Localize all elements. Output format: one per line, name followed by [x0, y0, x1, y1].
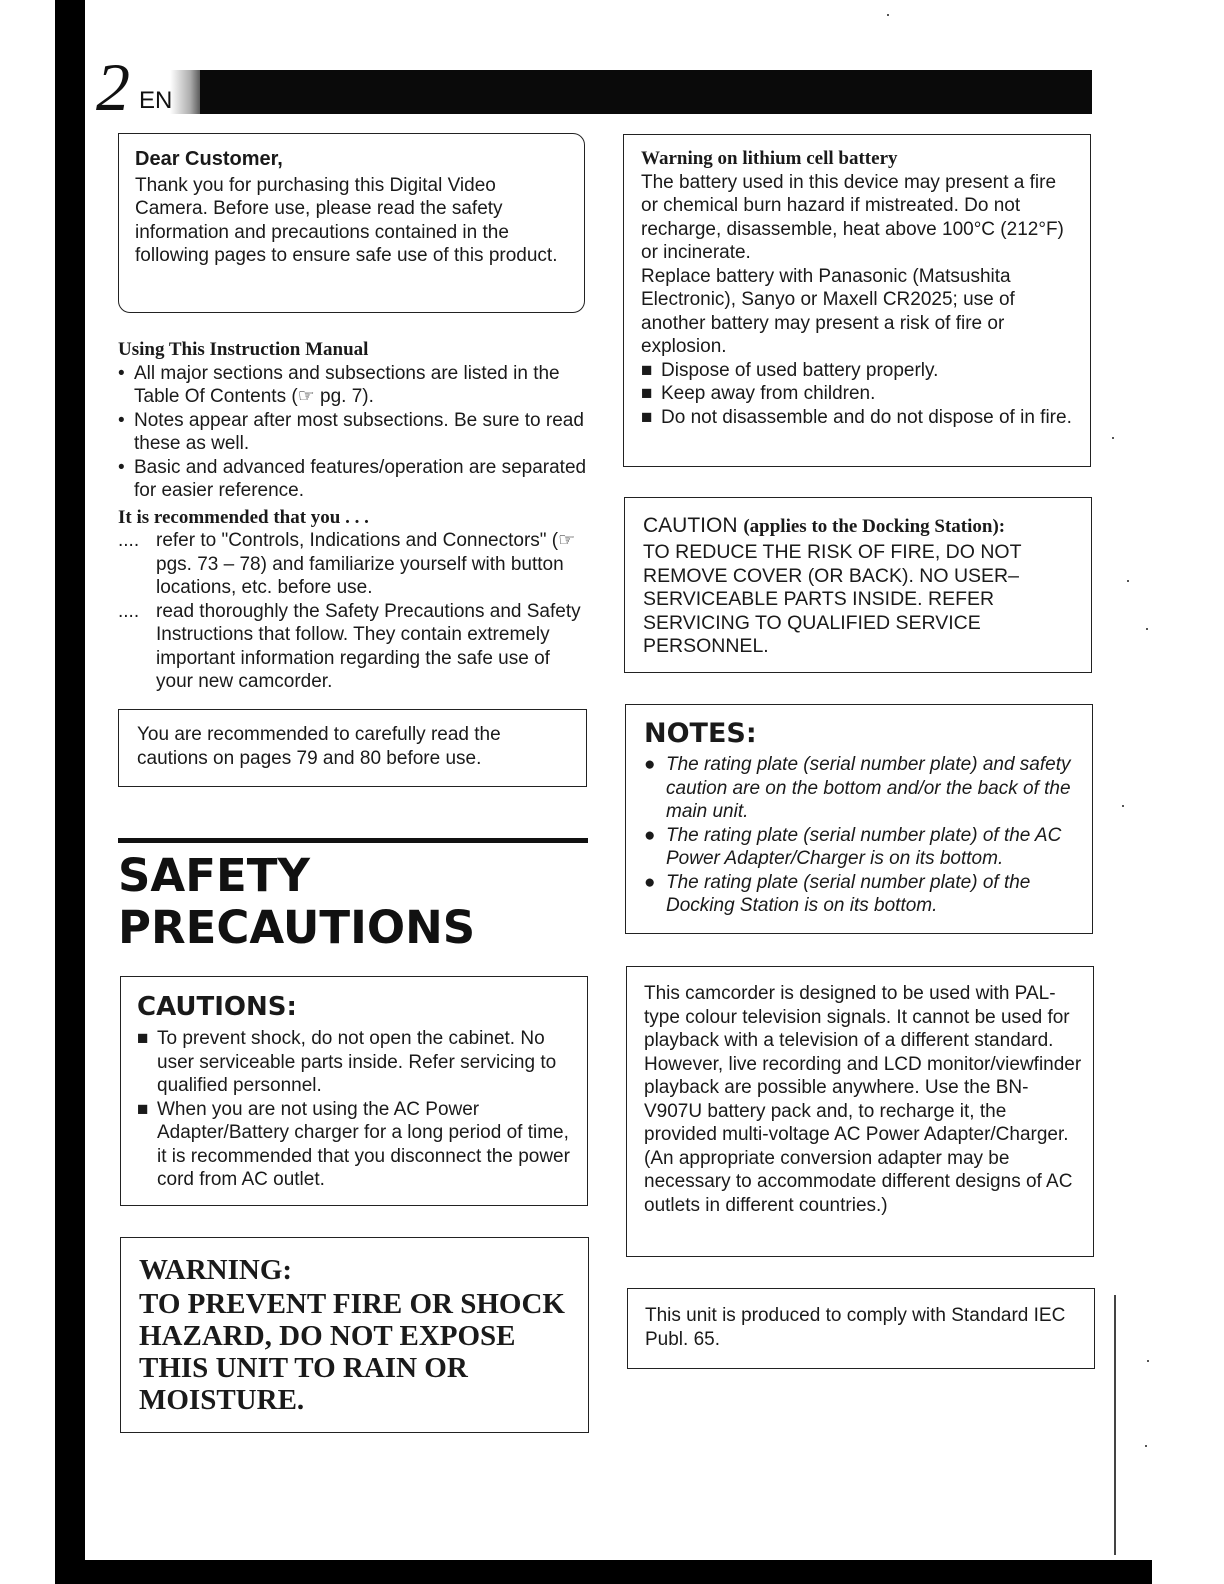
read-cautions-text: You are recommended to carefully read the cautions on pages 79 and 80 before use. — [137, 724, 501, 769]
list-item: .... read thoroughly the Safety Precautions and Safety Instructions that follow. They contain extremely important information regarding the safe use of your new camcorder. — [118, 600, 581, 692]
docking-body: TO REDUCE THE RISK OF FIRE, DO NOT REMOVE COVER (OR BACK). NO USER–SERVICEABLE PARTS INSIDE. REFER SERVICING TO QUALIFIED SERVICE PERSONNEL. — [643, 541, 1022, 657]
manual-section — [118, 338, 590, 694]
notes-box — [625, 704, 1093, 934]
safety-title: SAFETY PRECAUTIONS — [118, 849, 476, 954]
lithium-title: Warning on lithium cell battery — [641, 148, 898, 169]
dear-customer-body: Thank you for purchasing this Digital Video Camera. Before use, please read the safety information and precautions contained in the following pages to ensure safe use of this product. — [135, 174, 558, 266]
lithium-box — [623, 134, 1091, 467]
scan-speck — [1127, 580, 1129, 582]
pal-box — [626, 966, 1094, 1257]
left-edge-bar — [55, 0, 85, 1584]
language-code: EN — [139, 87, 173, 114]
cautions-list — [137, 1027, 571, 1192]
scan-speck — [887, 14, 889, 16]
list-item: • Basic and advanced features/operation are separated for easier reference. — [118, 456, 587, 501]
list-item: • Notes appear after most subsections. Be sure to read these as well. — [118, 409, 584, 454]
safety-rule — [118, 838, 588, 843]
lithium-body: The battery used in this device may present a fire or chemical burn hazard if mistreated. Do not recharge, disassemble, heat above 100°C (212°F) or incinerate. — [641, 171, 1064, 263]
list-item: ● The rating plate (serial number plate) of the Docking Station is on its bottom. — [644, 871, 1031, 916]
warning-title: WARNING: — [139, 1254, 293, 1286]
header-bar — [200, 70, 1092, 114]
list-item: ■ Dispose of used battery properly. — [641, 359, 939, 381]
scan-speck — [1145, 1445, 1147, 1447]
cautions-box — [120, 976, 588, 1206]
recommended-heading: It is recommended that you . . . — [118, 506, 369, 528]
pal-text: This camcorder is designed to be used with PAL-type colour television signals. It cannot be used for playback with a television of a different standard. However, live recording and LCD monitor/viewfinder playback are possible anywhere. Use the BN-V907U battery pack and, to recharge it, the provided multi-voltage AC Power Adapter/Charger. (An appropriate conversion adapter may be necessary to accommodate different designs of AC outlets in different countries.) — [644, 983, 1082, 1216]
iec-text: This unit is produced to comply with Standard IEC Publ. 65. — [645, 1305, 1066, 1350]
lithium-replace: Replace battery with Panasonic (Matsushita Electronic), Sanyo or Maxell CR2025; use of another battery may present a risk of fire or explosion. — [641, 265, 1015, 357]
list-item: • All major sections and subsections are listed in the Table Of Contents (☞ pg. 7). — [118, 362, 560, 407]
list-item: ● The rating plate (serial number plate) and safety caution are on the bottom and/or the back of the main unit. — [644, 754, 1071, 822]
read-cautions-box — [118, 709, 587, 787]
list-item: ■ When you are not using the AC Power Adapter/Battery charger for a long period of time, it is recommended that you disconnect the power cord from AC outlet. — [137, 1098, 570, 1190]
docking-title: CAUTION (applies to the Docking Station): — [643, 514, 1006, 537]
lithium-list — [641, 359, 1078, 430]
bottom-edge-bar — [55, 1560, 1152, 1584]
recommended-list — [118, 529, 590, 694]
docking-box — [624, 497, 1092, 673]
notes-list — [644, 753, 1078, 918]
scan-speck — [1147, 1360, 1149, 1362]
cautions-title: CAUTIONS: — [137, 992, 297, 1022]
manual-bullets — [118, 362, 590, 503]
manual-heading: Using This Instruction Manual — [118, 339, 369, 360]
list-item: ■ Do not disassemble and do not dispose of in fire. — [641, 406, 1072, 428]
dear-customer-box — [118, 133, 585, 313]
list-item: .... refer to "Controls, Indications and Connectors" (☞ pgs. 73 – 78) and familiarize yourself with button locations, etc. before use. — [118, 530, 576, 598]
iec-box — [627, 1288, 1095, 1369]
scan-speck — [1122, 805, 1124, 807]
warning-box — [120, 1237, 589, 1433]
list-item: ■ Keep away from children. — [641, 383, 876, 404]
scan-speck — [1146, 628, 1148, 630]
dear-customer-title: Dear Customer, — [135, 148, 283, 170]
list-item: ● The rating plate (serial number plate) of the AC Power Adapter/Charger is on its bottom. — [644, 824, 1062, 869]
warning-body: TO PREVENT FIRE OR SHOCK HAZARD, DO NOT EXPOSE THIS UNIT TO RAIN OR MOISTURE. — [139, 1288, 565, 1416]
scan-line — [1114, 1295, 1116, 1555]
notes-title: NOTES: — [644, 718, 757, 749]
list-item: ■ To prevent shock, do not open the cabinet. No user serviceable parts inside. Refer servicing to qualified personnel. — [137, 1028, 557, 1096]
scan-speck — [1112, 437, 1114, 439]
page-number: 2 — [96, 49, 130, 125]
